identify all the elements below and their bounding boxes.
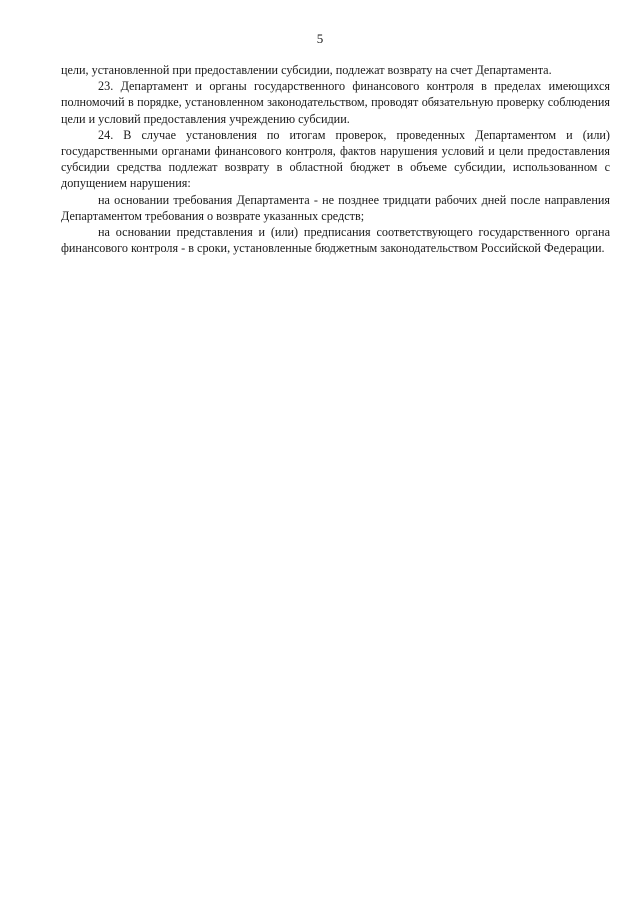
paragraph-24-item-control-body: на основании представления и (или) предписания соответствующего государственного органа финансового контроля - в сроки, установленные бюджетным законодательством Российской Федерации.	[61, 225, 610, 256]
paragraph-23: 23. Департамент и органы государственного финансового контроля в пределах имеющихся полномочий в порядке, установленном законодательством, проводят обязательную проверку соблюдения цели и условий предоставления учреждению субсидии.	[61, 79, 610, 126]
document-body	[61, 62, 610, 256]
paragraph-continuation: цели, установленной при предоставлении субсидии, подлежат возврату на счет Департамента.	[61, 63, 552, 77]
page-number: 5	[316, 31, 324, 46]
paragraph-24: 24. В случае установления по итогам проверок, проведенных Департаментом и (или) государственными органами финансового контроля, фактов нарушения условий и цели предоставления субсидии средства подлежат возврату в областной бюджет в объеме субсидии, использованном с допущением нарушения:	[61, 127, 610, 191]
paragraph-24-item-department: на основании требования Департамента - не позднее тридцати рабочих дней после направления Департаментом требования о возврате указанных средств;	[61, 192, 610, 223]
